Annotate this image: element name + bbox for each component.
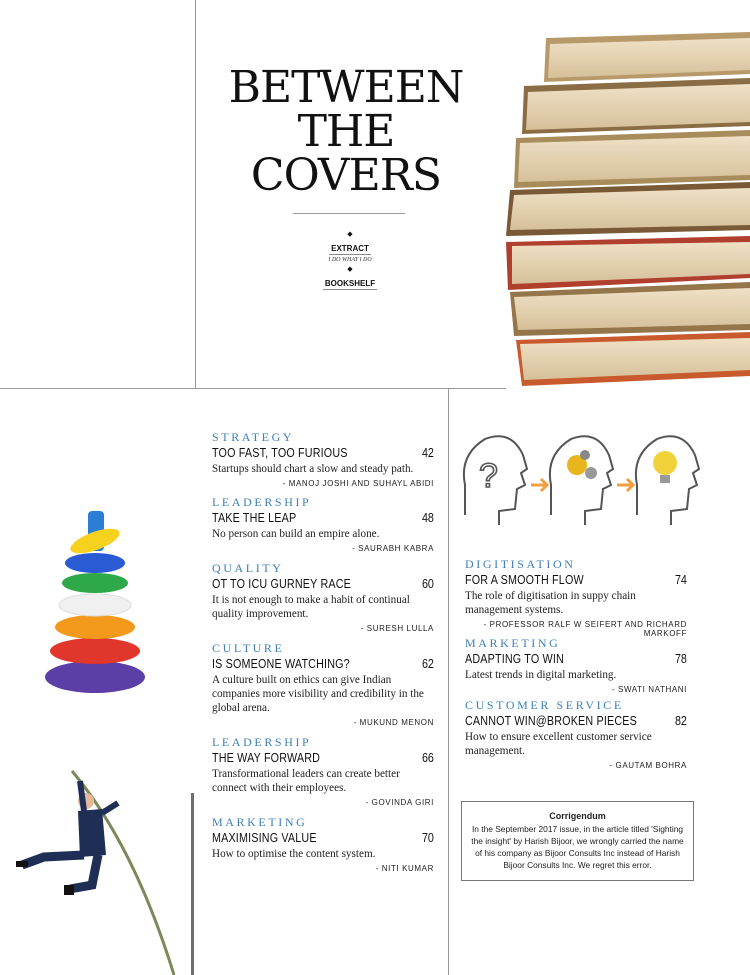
- section-label: LEADERSHIP: [212, 735, 312, 749]
- section-label: CUSTOMER SERVICE: [465, 698, 624, 712]
- article-author: - NITI KUMAR: [375, 864, 434, 873]
- article-description: The role of digitisation in suppy chain management systems.: [465, 590, 636, 616]
- corrigendum-title: Corrigendum: [549, 811, 606, 821]
- article-quality[interactable]: [212, 561, 434, 633]
- ideas-heads-image: [455, 425, 700, 533]
- section-label: STRATEGY: [212, 430, 295, 444]
- corrigendum-box: [461, 801, 694, 881]
- nav-bookshelf[interactable]: [300, 265, 400, 291]
- article-description: How to optimise the content system.: [212, 848, 376, 860]
- article-author: - GAUTAM BOHRA: [609, 761, 687, 770]
- article-headline[interactable]: OT TO ICU GURNEY RACE: [212, 577, 352, 591]
- page-number: 82: [675, 714, 687, 728]
- section-label: MARKETING: [212, 815, 308, 829]
- article-leadership-1[interactable]: [212, 495, 434, 553]
- diamond-icon: ◆: [347, 265, 353, 273]
- page-number: 48: [422, 511, 434, 525]
- page-title: [196, 62, 496, 201]
- article-headline[interactable]: FOR A SMOOTH FLOW: [465, 573, 584, 587]
- page-number: 66: [422, 751, 434, 765]
- article-author: - MUKUND MENON: [353, 718, 434, 727]
- article-digitisation[interactable]: [465, 557, 687, 638]
- stacking-toy-image: [40, 505, 150, 695]
- page-number: 78: [675, 652, 687, 666]
- article-headline[interactable]: TAKE THE LEAP: [212, 511, 297, 525]
- article-author: - SURESH LULLA: [360, 624, 434, 633]
- title-line: COVERS: [250, 150, 442, 201]
- article-author: - SAURABH KABRA: [352, 544, 434, 553]
- section-label: MARKETING: [465, 636, 561, 650]
- article-description: Transformational leaders can create better connect with their employees.: [212, 768, 400, 794]
- article-customer-service[interactable]: [465, 698, 687, 770]
- page-number: 62: [422, 657, 434, 671]
- section-label: CULTURE: [212, 641, 285, 655]
- section-label: DIGITISATION: [465, 557, 576, 571]
- article-description: How to ensure excellent customer service management.: [465, 731, 652, 757]
- pole-vaulter-image: [14, 765, 184, 975]
- article-headline[interactable]: THE WAY FORWARD: [212, 751, 321, 765]
- section-label: QUALITY: [212, 561, 284, 575]
- page-number: 60: [422, 577, 434, 591]
- article-strategy[interactable]: [212, 430, 434, 488]
- title-line: BETWEEN: [228, 62, 464, 113]
- article-marketing-2[interactable]: [465, 636, 687, 694]
- article-headline[interactable]: ADAPTING TO WIN: [465, 652, 564, 666]
- title-line: THE: [297, 106, 395, 157]
- page-number: 42: [422, 446, 434, 460]
- article-description: No person can build an empire alone.: [212, 528, 380, 540]
- article-author: - GOVINDA GIRI: [365, 798, 434, 807]
- section-label: LEADERSHIP: [212, 495, 312, 509]
- article-marketing-1[interactable]: [212, 815, 434, 873]
- article-description: A culture built on ethics can give Indian companies more visibility and credibility in the global arena.: [212, 674, 424, 714]
- diamond-icon: ◆: [347, 230, 353, 238]
- page-number: 74: [675, 573, 687, 587]
- nav-extract-title: EXTRACT: [331, 244, 369, 253]
- article-description: Latest trends in digital marketing.: [465, 669, 617, 681]
- article-description: It is not enough to make a habit of continual quality improvement.: [212, 594, 410, 620]
- article-headline[interactable]: CANNOT WIN@BROKEN PIECES: [465, 714, 637, 728]
- article-description: Startups should chart a slow and steady path.: [212, 463, 414, 475]
- left-accent-bar: [191, 793, 194, 975]
- nav-extract-subtitle: I DO WHAT I DO: [328, 257, 372, 263]
- article-headline[interactable]: TOO FAST, TOO FURIOUS: [212, 446, 348, 460]
- title-rule: [293, 213, 405, 214]
- svg-text:?: ?: [479, 457, 498, 495]
- article-headline[interactable]: IS SOMEONE WATCHING?: [212, 657, 350, 671]
- article-author: - MANOJ JOSHI AND SUHAYL ABIDI: [282, 479, 434, 488]
- column-divider: [448, 388, 449, 975]
- book-stack-image: [506, 30, 750, 390]
- corrigendum-text: In the September 2017 issue, in the article titled 'Sighting the insight' by Harish Bijoor, we wrongly carried the name of his company as Bijoor Consults Inc instead of Harish Bijoor Consults Inc. We regret this error.: [471, 824, 684, 870]
- article-author: - SWATI NATHANI: [611, 685, 687, 694]
- header-divider-horizontal: [0, 388, 506, 389]
- article-leadership-2[interactable]: [212, 735, 434, 807]
- article-culture[interactable]: [212, 641, 434, 727]
- nav-extract[interactable]: [300, 230, 400, 264]
- article-headline[interactable]: MAXIMISING VALUE: [212, 831, 317, 845]
- page-number: 70: [422, 831, 434, 845]
- article-author: - PROFESSOR RALF W SEIFERT AND RICHARD MARKOFF: [483, 620, 687, 638]
- nav-bookshelf-title: BOOKSHELF: [324, 279, 376, 288]
